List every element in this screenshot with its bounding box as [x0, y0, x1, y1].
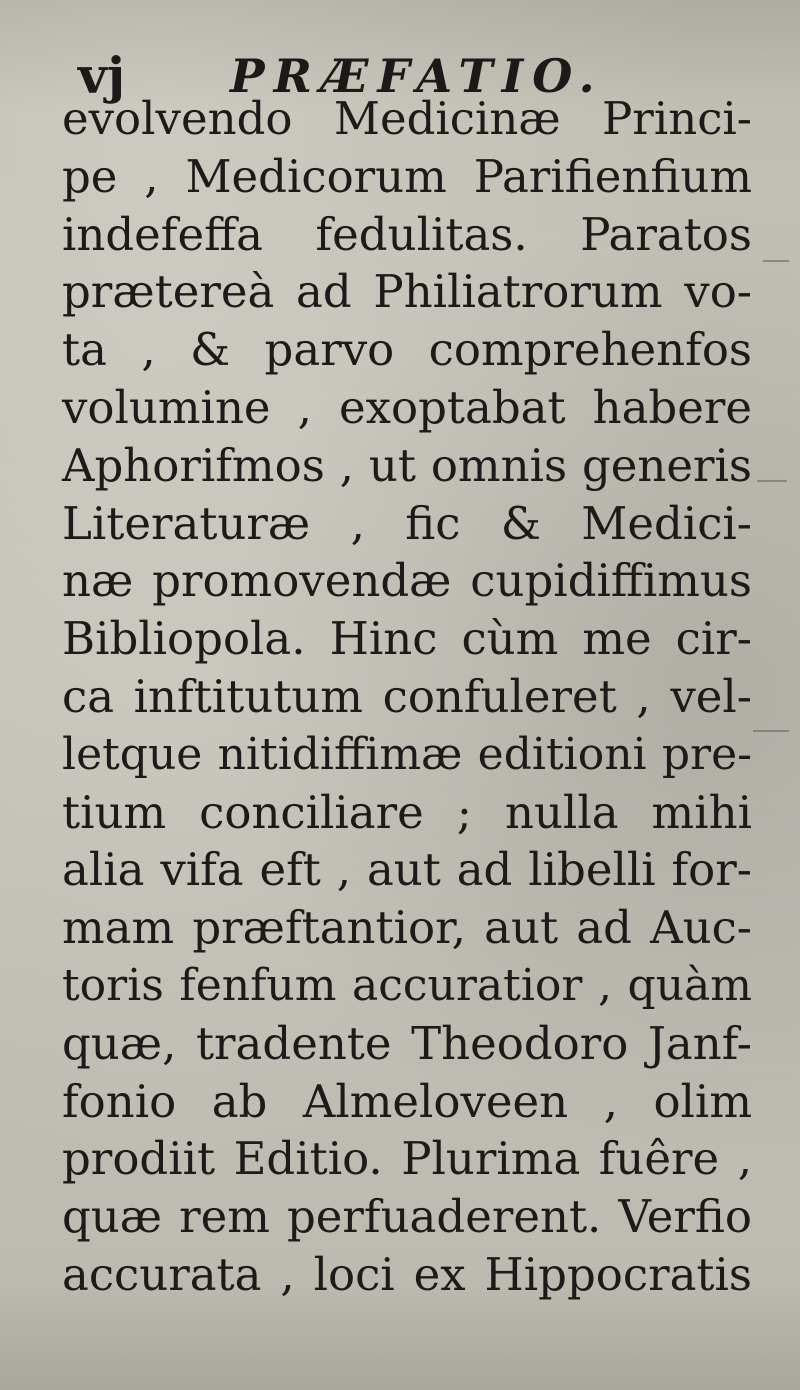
text-line: pe , Medicorum Parifienfium: [62, 149, 752, 203]
text-line: volumine , exoptabat habere: [62, 380, 752, 434]
text-line: mam præftantior, aut ad Auc-: [62, 901, 752, 955]
show-through-mark: [753, 730, 789, 732]
text-line: Bibliopola. Hinc cùm me cir-: [62, 612, 752, 666]
body-text: [62, 90, 752, 1304]
text-line: evolvendo Medicinæ Princi-: [62, 92, 752, 145]
show-through-mark: [763, 260, 789, 262]
text-line: accurata , loci ex Hippocratis: [62, 1247, 752, 1301]
text-line: prodiit Editio. Plurima fuêre ,: [62, 1132, 752, 1186]
margin-show-through: [745, 230, 795, 790]
text-line: næ promovendæ cupidiffimus: [62, 554, 752, 608]
text-line: ta , & parvo comprehenfos: [62, 323, 752, 377]
text-line: ca inftitutum confuleret , vel-: [62, 669, 752, 723]
show-through-mark: [757, 480, 787, 482]
text-line: prætereà ad Philiatrorum vo-: [62, 265, 752, 319]
text-line: tium conciliare ; nulla mihi: [62, 785, 752, 839]
text-line: quæ rem perfuaderent. Verfio: [62, 1190, 752, 1244]
text-line: letque nitidiffimæ editioni pre-: [62, 728, 752, 780]
text-line: Literaturæ , fic & Medici-: [62, 496, 752, 550]
page-number: vj: [78, 46, 126, 105]
text-line: Aphorifmos , ut omnis generis: [62, 438, 752, 492]
text-line: quæ, tradente Theodoro Janf-: [62, 1016, 752, 1070]
text-line: toris fenfum accuratior , quàm: [62, 959, 752, 1011]
running-head: PRÆFATIO.: [230, 49, 604, 103]
text-line: fonio ab Almeloveen , olim: [62, 1074, 752, 1128]
text-line: indefeffa fedulitas. Paratos: [62, 207, 752, 261]
text-line: alia vifa eft , aut ad libelli for-: [62, 843, 752, 897]
